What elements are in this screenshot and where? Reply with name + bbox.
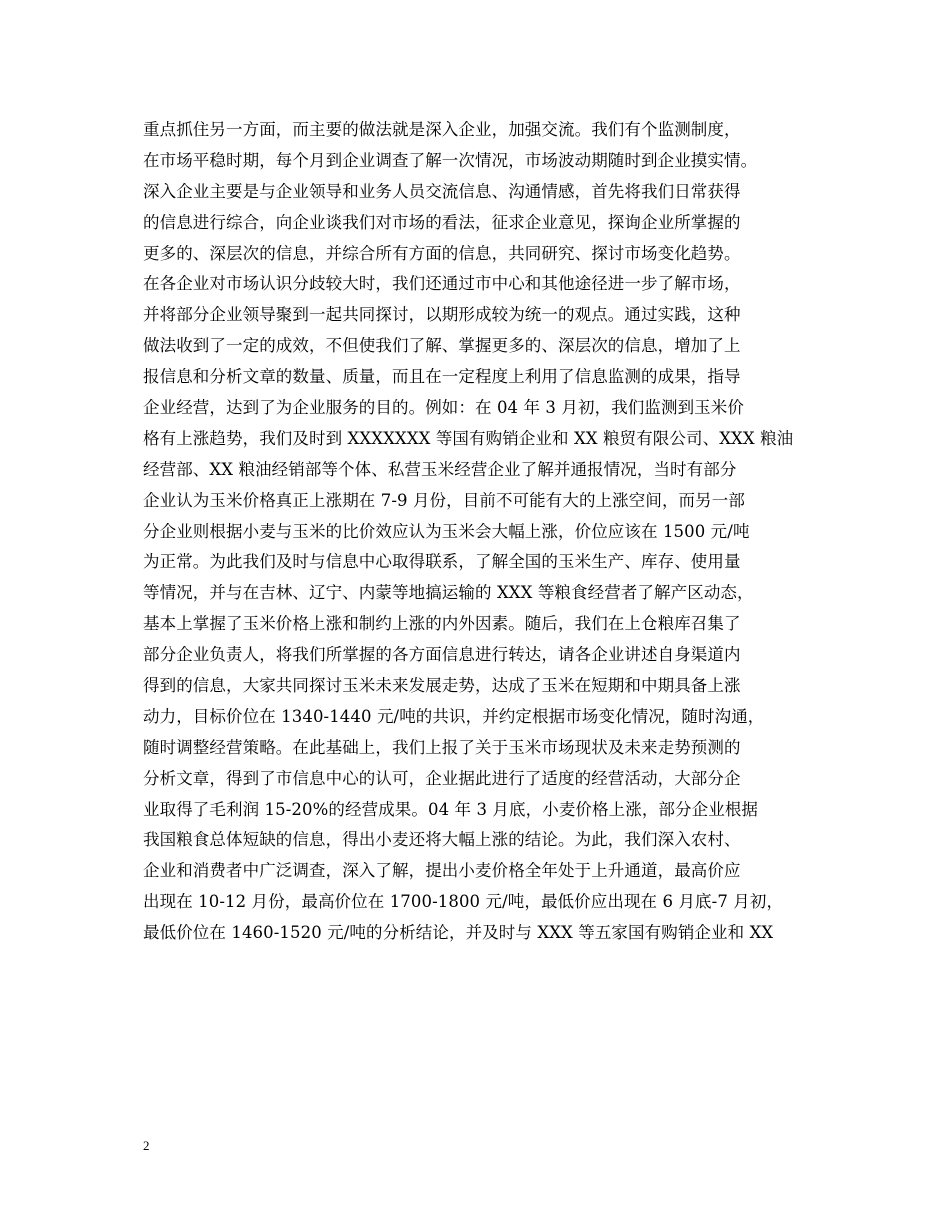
text-line: 基本上掌握了玉米价格上涨和制约上涨的内外因素。随后，我们在上仓粮库召集了 (143, 614, 741, 634)
text-line: 分析文章，得到了市信息中心的认可，企业据此进行了适度的经营活动，大部分企 (143, 768, 741, 788)
text-line: 在各企业对市场认识分歧较大时，我们还通过市中心和其他途径进一步了解市场， (143, 274, 741, 294)
text-line: 动力，目标价位在 1340-1440 元/吨的共识，并约定根据市场变化情况，随时沟通， (143, 706, 765, 726)
text-line: 并将部分企业领导聚到一起共同探讨，以期形成较为统一的观点。通过实践，这种 (143, 305, 741, 325)
text-line: 为正常。为此我们及时与信息中心取得联系，了解全国的玉米生产、库存、使用量 (143, 552, 741, 572)
text-line: 的信息进行综合，向企业谈我们对市场的看法，征求企业意见，探询企业所掌握的 (143, 212, 741, 232)
text-line: 部分企业负责人，将我们所掌握的各方面信息进行转达，请各企业讲述自身渠道内 (143, 645, 741, 665)
text-line: 在市场平稳时期，每个月到企业调查了解一次情况，市场波动期随时到企业摸实情。 (143, 150, 758, 170)
text-line: 更多的、深层次的信息，并综合所有方面的信息，共同研究、探讨市场变化趋势。 (143, 243, 741, 263)
text-line: 格有上涨趋势，我们及时到 XXXXXXX 等国有购销企业和 XX 粮贸有限公司、XXX 粮油 (143, 428, 794, 448)
text-line: 我国粮食总体短缺的信息，得出小麦还将大幅上涨的结论。为此，我们深入农村、 (143, 830, 741, 850)
text-line: 企业认为玉米价格真正上涨期在 7-9 月份，目前不可能有大的上涨空间，而另一部 (143, 490, 745, 510)
text-line: 业取得了毛利润 15-20%的经营成果。04 年 3 月底，小麦价格上涨，部分企业根据 (143, 799, 759, 819)
text-line: 深入企业主要是与企业领导和业务人员交流信息、沟通情感，首先将我们日常获得 (143, 181, 741, 201)
text-line: 最低价位在 1460-1520 元/吨的分析结论，并及时与 XXX 等五家国有购销企业和 XX (143, 923, 774, 943)
text-line: 经营部、XX 粮油经销部等个体、私营玉米经营企业了解并通报情况，当时有部分 (143, 459, 737, 479)
text-line: 企业经营，达到了为企业服务的目的。例如：在 04 年 3 月初，我们监测到玉米价 (143, 398, 744, 418)
text-line: 随时调整经营策略。在此基础上，我们上报了关于玉米市场现状及未来走势预测的 (143, 737, 741, 757)
text-line: 报信息和分析文章的数量、质量，而且在一定程度上利用了信息监测的成果，指导 (143, 367, 741, 387)
text-line: 等情况，并与在吉林、辽宁、内蒙等地搞运输的 XXX 等粮食经营者了解产区动态， (143, 583, 754, 603)
text-line: 出现在 10-12 月份，最高价位在 1700-1800 元/吨，最低价应出现在 6 月底-7 月初， (143, 892, 784, 912)
text-line: 企业和消费者中广泛调查，深入了解，提出小麦价格全年处于上升通道，最高价应 (143, 861, 741, 881)
page-number: 2 (143, 1138, 150, 1153)
text-line: 分企业则根据小麦与玉米的比价效应认为玉米会大幅上涨，价位应该在 1500 元/吨 (143, 521, 750, 541)
text-line: 做法收到了一定的成效，不但使我们了解、掌握更多的、深层次的信息，增加了上 (143, 336, 741, 356)
text-line: 重点抓住另一方面，而主要的做法就是深入企业，加强交流。我们有个监测制度， (143, 120, 741, 139)
text-line: 得到的信息，大家共同探讨玉米未来发展走势，达成了玉米在短期和中期具备上涨 (143, 676, 741, 696)
body-text (143, 115, 843, 949)
